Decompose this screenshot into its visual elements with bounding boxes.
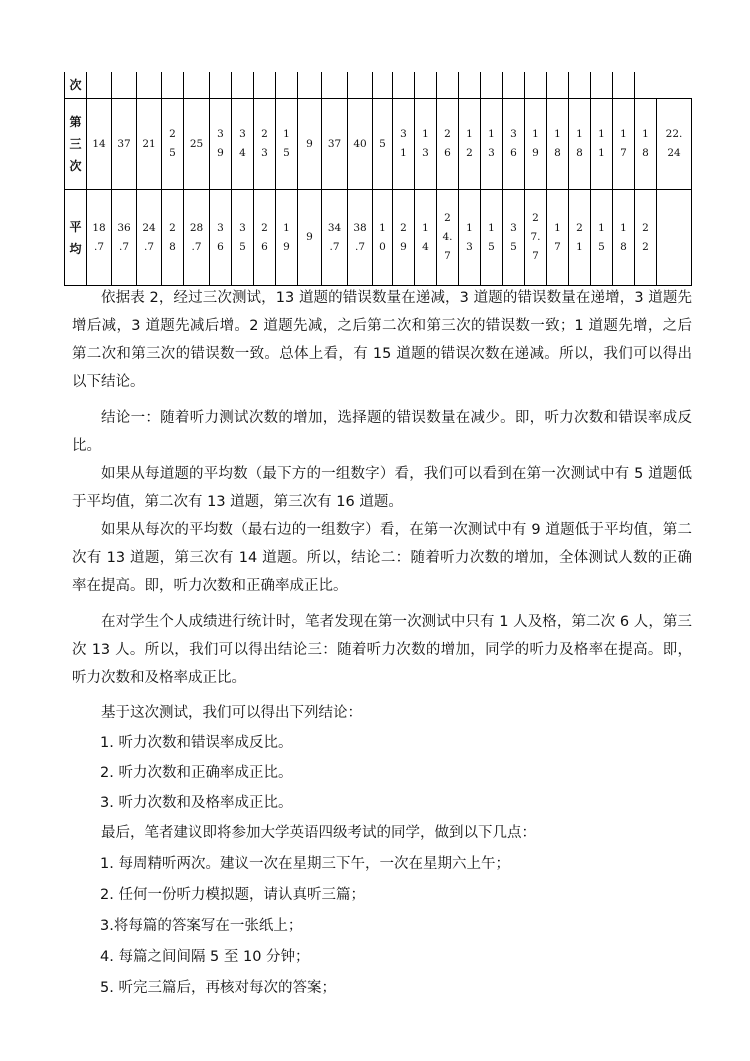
cell-value: 3	[217, 128, 224, 140]
cell-value: 0	[379, 240, 386, 253]
cell-value: 3	[239, 221, 246, 234]
table-cell	[393, 190, 415, 286]
cell-value: 3	[239, 128, 246, 140]
cell-value: 2	[400, 221, 407, 234]
cell-value: 1	[379, 221, 386, 234]
cell-value: 3	[510, 128, 517, 140]
cell-value: 9	[283, 240, 290, 253]
table-cell	[373, 190, 393, 286]
cell-value: 3	[510, 221, 517, 234]
cell-value: .7	[191, 240, 202, 253]
cell-value: 1	[466, 221, 473, 234]
cell-value: 3	[217, 221, 224, 234]
table-cell	[613, 99, 635, 190]
cell-value: 8	[554, 147, 561, 159]
row-header	[65, 190, 87, 286]
cell-value: 2	[466, 147, 473, 159]
cell-value: 9	[400, 240, 407, 253]
cell-value: 5	[283, 147, 290, 159]
cell-value: .7	[118, 240, 130, 253]
cell-value: 5	[169, 147, 176, 159]
table-cell	[137, 190, 162, 286]
error-count-table	[64, 72, 692, 286]
conclusion-item: 3. 听力次数和及格率成正比。	[100, 795, 293, 811]
table-cell	[503, 190, 525, 286]
table-cell	[393, 72, 415, 99]
cell-value: 1	[466, 128, 473, 140]
cell-value: 1	[620, 221, 627, 234]
cell-value: 2	[444, 212, 451, 224]
table-cell	[254, 190, 276, 286]
table-row	[65, 72, 692, 99]
cell-value: 8	[620, 240, 627, 253]
table-cell	[437, 190, 459, 286]
cell-value: 1	[576, 128, 583, 140]
cell-value: 1	[554, 221, 561, 234]
cell-value: 4	[422, 240, 429, 253]
table-cell	[415, 99, 437, 190]
table-cell	[322, 190, 348, 286]
row-header-text: 三	[69, 137, 82, 151]
table-cell	[322, 99, 348, 190]
table-cell	[210, 190, 232, 286]
cell-value: 2	[444, 128, 451, 140]
table-cell	[459, 72, 481, 99]
cell-value: 8	[576, 147, 583, 159]
table-row	[65, 190, 692, 286]
cell-value: 3	[400, 128, 407, 140]
cell-value: 7	[444, 250, 451, 262]
cell-value: 6	[261, 240, 268, 253]
table-cell	[184, 190, 210, 286]
table-cell	[112, 99, 137, 190]
analysis-paragraph: 依据表 2，经过三次测试，13 道题的错误数量在递减，3 道题的错误数量在递增，3 道题先增后减，3 道题先减后增。2 道题先减，之后第二次和第三次的错误数一致；1 道题先增，之后第二次和第三次的错误数一致。总体上看，有 15 道题的错误次数在递减。所以，我们可以得出以下结论。	[72, 290, 692, 390]
table-cell	[459, 190, 481, 286]
cell-value: 37	[117, 137, 131, 150]
cell-value: 5	[379, 137, 386, 150]
table-cell	[232, 72, 254, 99]
table-cell	[276, 99, 298, 190]
cell-value: 7.	[530, 231, 541, 243]
table-cell	[481, 190, 503, 286]
table-cell	[254, 99, 276, 190]
advice-item: 3.将每篇的答案写在一张纸上；	[100, 918, 303, 934]
table-cell	[415, 190, 437, 286]
table-cell	[459, 99, 481, 190]
table-cell	[591, 72, 613, 99]
table-cell	[613, 72, 635, 99]
table-cell	[276, 72, 298, 99]
table-cell	[481, 99, 503, 190]
cell-value: 2	[261, 128, 268, 140]
table-cell	[184, 72, 210, 99]
cell-value: 21	[142, 137, 156, 150]
table-cell	[373, 72, 393, 99]
cell-value: 34	[327, 221, 342, 234]
table-row	[65, 99, 692, 190]
cell-value: 1	[283, 128, 290, 140]
table-cell	[525, 72, 547, 99]
table-cell	[393, 99, 415, 190]
table-cell	[87, 72, 112, 99]
advice-item: 2. 任何一份听力模拟题，请认真听三篇；	[100, 887, 365, 903]
row-header-text: 次	[69, 78, 82, 92]
table-cell	[613, 190, 635, 286]
table-cell	[437, 99, 459, 190]
table-cell	[635, 99, 657, 190]
table-cell	[298, 72, 322, 99]
table-cell	[276, 190, 298, 286]
table-cell	[348, 72, 373, 99]
cell-value: 1	[598, 147, 605, 159]
conclusions-intro: 基于这次测试，我们可以得出下列结论：	[101, 705, 362, 721]
cell-value: 7	[532, 250, 539, 262]
average-per-question-paragraph: 如果从每道题的平均数（最下方的一组数字）看，我们可以看到在第一次测试中有 5 道题低于平均值，第二次有 13 道题，第三次有 16 道题。	[72, 466, 692, 510]
cell-value: 6	[217, 240, 224, 253]
table-cell	[591, 190, 613, 286]
cell-value: 3	[261, 147, 268, 159]
table-cell	[137, 99, 162, 190]
table-cell	[348, 99, 373, 190]
table-cell	[635, 190, 657, 286]
cell-value: 4.	[442, 231, 453, 243]
advice-intro: 最后，笔者建议即将参加大学英语四级考试的同学，做到以下几点：	[101, 825, 536, 841]
table-cell	[591, 99, 613, 190]
table-cell	[87, 190, 112, 286]
cell-value: 14	[92, 137, 106, 150]
table-cell	[112, 190, 137, 286]
conclusion-one-paragraph: 结论一：随着听力测试次数的增加，选择题的错误数量在减少。即，听力次数和错误率成反比。	[72, 410, 692, 454]
average-per-test-paragraph: 如果从每次的平均数（最右边的一组数字）看，在第一次测试中有 9 道题低于平均值，第二次有 13 道题，第三次有 14 道题。所以，结论二：随着听力次数的增加，全体测试人数的正确率在提高。即，听力次数和正确率成正比。	[72, 522, 692, 594]
table-cell	[87, 99, 112, 190]
cell-value: 3	[422, 147, 429, 159]
cell-value: 9	[306, 137, 313, 150]
cell-value: 40	[353, 137, 367, 150]
table-cell	[547, 190, 569, 286]
table-cell	[503, 72, 525, 99]
cell-value: 4	[239, 147, 246, 159]
table-cell	[137, 72, 162, 99]
cell-value: 7	[554, 240, 561, 253]
cell-value: 1	[598, 128, 605, 140]
row-header	[65, 72, 87, 99]
table-cell	[348, 190, 373, 286]
row-header-text: 第	[69, 115, 82, 129]
cell-value: 36	[117, 221, 131, 234]
cell-value: 18	[92, 221, 106, 234]
table-cell	[112, 72, 137, 99]
cell-value: 1	[400, 147, 407, 159]
cell-value: 1	[422, 128, 429, 140]
table-cell	[232, 99, 254, 190]
table-cell	[298, 99, 322, 190]
cell-value: 22.	[665, 128, 683, 140]
table-cell	[547, 99, 569, 190]
table-cell	[569, 72, 591, 99]
cell-value: 2	[261, 221, 268, 234]
cell-value: 8	[169, 240, 176, 253]
cell-value: 38	[353, 221, 367, 234]
cell-value: 1	[532, 128, 539, 140]
cell-value: 2	[642, 240, 649, 253]
cell-value: .7	[143, 240, 155, 253]
cell-value: 37	[327, 137, 342, 150]
cell-value: 8	[642, 147, 649, 159]
cell-value: 9	[532, 147, 539, 159]
cell-value: 2	[532, 212, 539, 224]
cell-value: 2	[642, 221, 649, 234]
cell-value: 28	[189, 221, 204, 234]
cell-value: 1	[598, 221, 605, 234]
table-cell	[525, 190, 547, 286]
table-cell	[210, 99, 232, 190]
conclusion-item: 2. 听力次数和正确率成正比。	[100, 765, 293, 781]
cell-value: .7	[354, 240, 366, 253]
cell-value: .7	[329, 240, 340, 253]
cell-value: 5	[488, 240, 495, 253]
cell-value: 1	[554, 128, 561, 140]
cell-value: 9	[217, 147, 224, 159]
cell-value: 2	[169, 128, 176, 140]
table-cell	[415, 72, 437, 99]
cell-value: 1	[488, 221, 495, 234]
table-cell	[184, 99, 210, 190]
table-cell	[322, 72, 348, 99]
cell-value: 9	[306, 231, 313, 243]
conclusion-item: 1. 听力次数和错误率成反比。	[100, 735, 293, 751]
cell-value: 5	[510, 240, 517, 253]
cell-value: 1	[422, 221, 429, 234]
table-cell	[210, 72, 232, 99]
table-cell	[569, 190, 591, 286]
cell-value: 2	[576, 221, 583, 234]
cell-value: .7	[93, 240, 105, 253]
cell-value: 1	[488, 128, 495, 140]
table-cell	[525, 99, 547, 190]
advice-item: 5. 听完三篇后，再核对每次的答案；	[100, 980, 336, 996]
table-cell	[162, 190, 184, 286]
cell-value: 1	[620, 128, 627, 140]
table-cell	[481, 72, 503, 99]
row-header-text: 次	[69, 159, 82, 173]
table-cell	[569, 99, 591, 190]
table-cell	[657, 190, 692, 286]
cell-value: 1	[642, 128, 649, 140]
table-cell	[254, 72, 276, 99]
table-cell	[373, 99, 393, 190]
cell-value: 7	[620, 147, 627, 159]
cell-value: 6	[510, 147, 517, 159]
table-cell	[657, 99, 692, 190]
cell-value: 3	[466, 240, 473, 253]
advice-item: 1. 每周精听两次。建议一次在星期三下午，一次在星期六上午；	[100, 856, 510, 872]
table-cell	[298, 190, 322, 286]
table-cell	[162, 99, 184, 190]
row-header-text: 均	[69, 241, 82, 256]
cell-value: 3	[488, 147, 495, 159]
table-cell	[162, 72, 184, 99]
individual-scores-paragraph: 在对学生个人成绩进行统计时，笔者发现在第一次测试中只有 1 人及格，第二次 6 人，第三次 13 人。所以，我们可以得出结论三：随着听力次数的增加，同学的听力及格率在提高。即，听力次数和及格率成正比。	[72, 614, 692, 686]
row-header	[65, 99, 87, 190]
cell-value: 2	[169, 221, 176, 234]
advice-item: 4. 每篇之间间隔 5 至 10 分钟；	[100, 949, 310, 965]
cell-value: 1	[283, 221, 290, 234]
table-cell	[503, 99, 525, 190]
cell-value: 1	[576, 240, 583, 253]
table-cell	[232, 190, 254, 286]
table-cell	[437, 72, 459, 99]
cell-value: 6	[444, 147, 451, 159]
cell-value: 5	[239, 240, 246, 253]
row-header-text: 平	[69, 219, 82, 234]
cell-value: 5	[598, 240, 605, 253]
cell-value: 25	[189, 137, 204, 150]
table-cell	[547, 72, 569, 99]
cell-value: 24	[667, 147, 681, 159]
cell-value: 24	[142, 221, 156, 234]
